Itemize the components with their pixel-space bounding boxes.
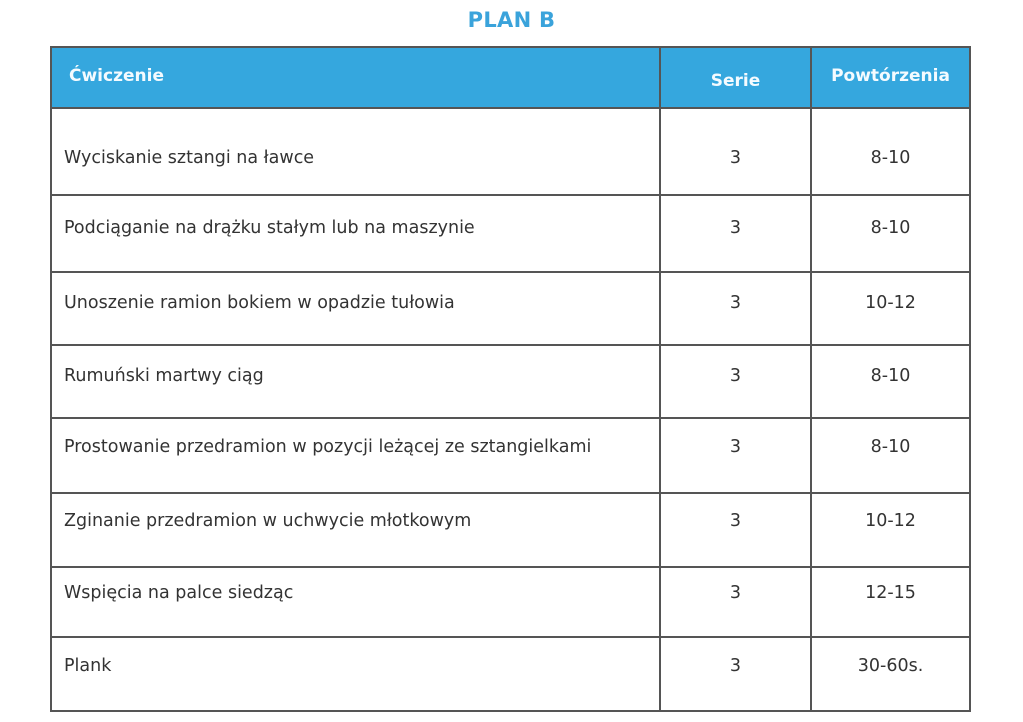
reps-value: 8-10	[870, 437, 911, 457]
sets-cell	[660, 493, 811, 567]
reps-value: 8-10	[870, 148, 911, 168]
exercise-cell	[51, 108, 660, 195]
reps-cell	[811, 108, 970, 195]
sets-value: 3	[729, 366, 742, 386]
table-body	[51, 108, 970, 711]
sets-cell	[660, 418, 811, 493]
reps-cell	[811, 567, 970, 637]
exercise-name: Zginanie przedramion w uchwycie młotkowym	[64, 511, 472, 531]
sets-value: 3	[729, 293, 742, 313]
sets-cell	[660, 345, 811, 418]
table-row	[51, 195, 970, 272]
reps-value: 10-12	[865, 511, 916, 531]
exercise-cell	[51, 195, 660, 272]
reps-cell	[811, 493, 970, 567]
table-row	[51, 108, 970, 195]
sets-value: 3	[729, 148, 742, 168]
header-sets: Serie	[660, 47, 811, 108]
reps-value: 10-12	[865, 293, 916, 313]
reps-cell	[811, 637, 970, 711]
exercise-cell	[51, 345, 660, 418]
sets-value: 3	[729, 437, 742, 457]
workout-plan-table	[50, 46, 971, 712]
reps-cell	[811, 272, 970, 345]
table-row	[51, 418, 970, 493]
exercise-name: Prostowanie przedramion w pozycji leżącej ze sztangielkami	[64, 437, 592, 457]
exercise-name: Wspięcia na palce siedząc	[64, 583, 294, 603]
sets-value: 3	[729, 218, 742, 238]
table-row	[51, 567, 970, 637]
reps-value: 8-10	[870, 218, 911, 238]
reps-cell	[811, 418, 970, 493]
sets-cell	[660, 108, 811, 195]
exercise-cell	[51, 637, 660, 711]
sets-cell	[660, 195, 811, 272]
reps-value: 8-10	[870, 366, 911, 386]
table-header	[51, 47, 970, 108]
header-reps: Powtórzenia	[811, 47, 970, 108]
exercise-name: Plank	[64, 656, 112, 676]
exercise-name: Unoszenie ramion bokiem w opadzie tułowia	[64, 293, 455, 313]
exercise-cell	[51, 493, 660, 567]
reps-cell	[811, 195, 970, 272]
exercise-cell	[51, 418, 660, 493]
table-row	[51, 493, 970, 567]
exercise-name: Podciąganie na drążku stałym lub na maszynie	[64, 218, 475, 238]
exercise-cell	[51, 272, 660, 345]
sets-cell	[660, 567, 811, 637]
sets-cell	[660, 637, 811, 711]
reps-value: 30-60s.	[857, 656, 924, 676]
exercise-name: Rumuński martwy ciąg	[64, 366, 264, 386]
header-exercise: Ćwiczenie	[51, 47, 660, 108]
exercise-cell	[51, 567, 660, 637]
reps-cell	[811, 345, 970, 418]
header-row	[51, 47, 970, 108]
exercise-name: Wyciskanie sztangi na ławce	[64, 148, 315, 168]
table-row	[51, 345, 970, 418]
sets-value: 3	[729, 511, 742, 531]
sets-value: 3	[729, 583, 742, 603]
table-row	[51, 272, 970, 345]
sets-value: 3	[729, 656, 742, 676]
plan-title: PLAN B	[467, 8, 556, 32]
reps-value: 12-15	[865, 583, 916, 603]
sets-cell	[660, 272, 811, 345]
table-row	[51, 637, 970, 711]
